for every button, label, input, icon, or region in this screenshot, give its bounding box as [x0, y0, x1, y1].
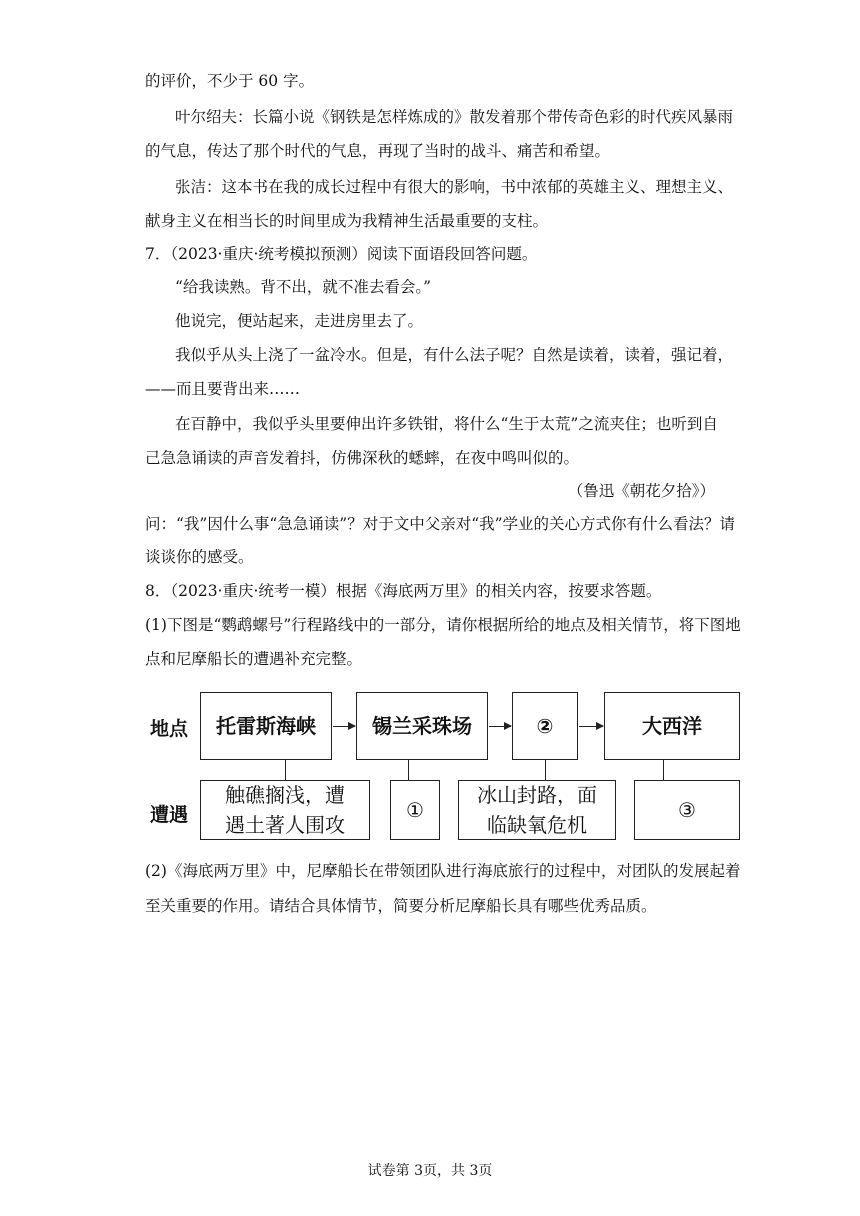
text-line: 献身主义在相当长的时间里成为我精神生活最重要的支柱。 [145, 212, 549, 230]
question-8-part-1: (1)下图是“鹦鹉螺号”行程路线中的一部分，请你根据所给的地点及相关情节，将下图地 [145, 616, 741, 634]
connector-line [408, 760, 409, 780]
question-7-heading: 7．（2023·重庆·统考模拟预测）阅读下面语段回答问题。 [145, 245, 538, 263]
page-footer: 试卷第 3页，共 3页 [367, 1163, 493, 1179]
connector-line [663, 760, 664, 780]
question-8-heading: 8．（2023·重庆·统考一模）根据《海底两万里》的相关内容，按要求答题。 [145, 582, 662, 600]
connector-line [285, 760, 286, 780]
route-arrow [489, 726, 511, 727]
passage-line: “给我读熟。背不出，就不准去看会。” [175, 278, 432, 296]
text-line: 的评价，不少于 60 字。 [145, 72, 315, 90]
route-diagram [140, 688, 740, 848]
event-box: 触礁搁浅，遭 遇土著人围攻 [200, 780, 370, 840]
passage-line: ——而且要背出来…… [145, 380, 301, 398]
question-prompt: 问：“我”因什么事“急急诵读”？对于文中父亲对“我”学业的关心方式你有什么看法？请 [145, 515, 736, 533]
question-prompt: 谈谈你的感受。 [145, 548, 254, 566]
question-8-part-2: 至关重要的作用。请结合具体情节，简要分析尼摩船长具有哪些优秀品质。 [145, 897, 657, 915]
place-box: ② [512, 692, 578, 760]
place-box: 大西洋 [604, 692, 740, 760]
route-arrow [579, 726, 603, 727]
row-label-place: 地点 [150, 718, 189, 740]
text-line: 的气息，传达了那个时代的气息，再现了当时的战斗、痛苦和希望。 [145, 142, 611, 160]
text-line: 张洁：这本书在我的成长过程中有很大的影响，书中浓郁的英雄主义、理想主义、 [175, 178, 734, 196]
row-label-event: 遭遇 [150, 804, 189, 826]
text-line: 叶尔绍夫：长篇小说《钢铁是怎样炼成的》散发着那个带传奇色彩的时代疾风暴雨 [175, 108, 734, 126]
question-8-part-1: 点和尼摩船长的遭遇补充完整。 [145, 650, 363, 668]
event-box: 冰山封路，面 临缺氧危机 [458, 780, 616, 840]
route-arrow [333, 726, 355, 727]
question-8-part-2: (2)《海底两万里》中，尼摩船长在带领团队进行海底旅行的过程中，对团队的发展起着 [145, 862, 741, 880]
passage-line: 在百静中，我似乎头里要伸出许多铁钳，将什么“生于太荒”之流夹住；也听到自 [175, 415, 718, 433]
event-box: ① [390, 780, 440, 840]
passage-line: 我似乎从头上浇了一盆冷水。但是，有什么法子呢？自然是读着，读着，强记着， [175, 346, 734, 364]
passage-source: （鲁迅《朝花夕拾》） [567, 482, 715, 500]
event-box: ③ [634, 780, 740, 840]
place-box: 托雷斯海峡 [200, 692, 332, 760]
passage-line: 他说完，便站起来，走进房里去了。 [175, 312, 424, 330]
place-box: 锡兰采珠场 [356, 692, 488, 760]
connector-line [545, 760, 546, 780]
passage-line: 己急急诵读的声音发着抖，仿佛深秋的蟋蟀，在夜中鸣叫似的。 [145, 449, 580, 467]
